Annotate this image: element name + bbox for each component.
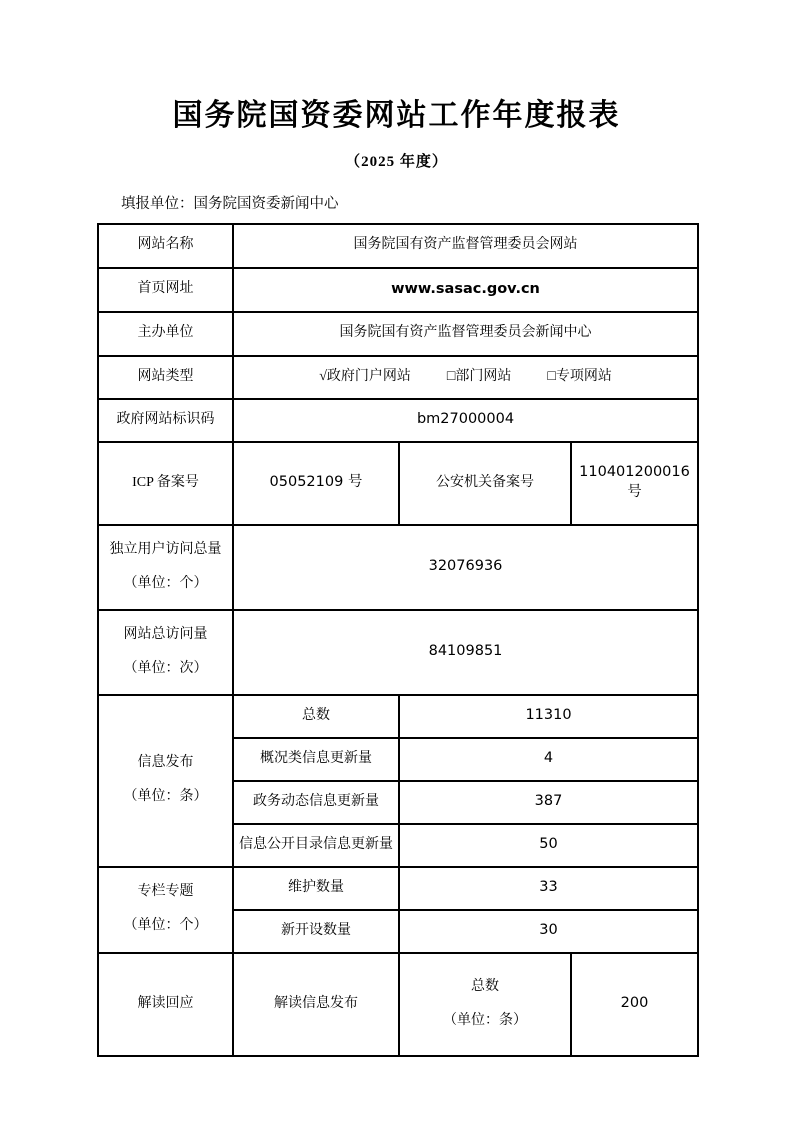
info-publish-dynamics-value: 387 — [399, 781, 698, 824]
interpretation-sub-label: 解读信息发布 — [233, 953, 399, 1056]
info-publish-total-value: 11310 — [399, 695, 698, 738]
icp-label: ICP 备案号 — [98, 442, 233, 525]
row-info-publish-total — [98, 695, 698, 738]
site-type-option-department-checkbox: □部门网站 — [446, 368, 512, 384]
row-total-visits — [98, 610, 698, 695]
info-publish-group-label: 信息发布 （单位：条） — [98, 695, 233, 867]
topics-maintained-value: 33 — [399, 867, 698, 910]
interpretation-value: 200 — [571, 953, 698, 1056]
topics-new-label: 新开设数量 — [233, 910, 399, 953]
reporting-unit-value: 国务院国资委新闻中心 — [193, 195, 339, 212]
info-publish-directory-value: 50 — [399, 824, 698, 867]
icp-value: 05052109 号 — [233, 442, 399, 525]
site-type-options — [233, 356, 698, 399]
site-code-label: 政府网站标识码 — [98, 399, 233, 442]
home-url-value: www.sasac.gov.cn — [233, 268, 698, 312]
sponsor-label: 主办单位 — [98, 312, 233, 356]
row-interpretation — [98, 953, 698, 1056]
report-year: （2025 年度） — [345, 153, 448, 170]
total-visits-value: 84109851 — [233, 610, 698, 695]
info-publish-dynamics-label: 政务动态信息更新量 — [233, 781, 399, 824]
reporting-unit-label: 填报单位： — [121, 195, 194, 212]
unique-visitors-label: 独立用户访问总量 （单位：个） — [98, 525, 233, 610]
site-code-value: bm27000004 — [233, 399, 698, 442]
home-url-label: 首页网址 — [98, 268, 233, 312]
row-sponsor — [98, 312, 698, 356]
info-publish-overview-label: 概况类信息更新量 — [233, 738, 399, 781]
row-site-code — [98, 399, 698, 442]
police-filing-label: 公安机关备案号 — [399, 442, 571, 525]
row-site-type — [98, 356, 698, 399]
site-name-label: 网站名称 — [98, 224, 233, 268]
row-home-url — [98, 268, 698, 312]
topics-group-label: 专栏专题 （单位：个） — [98, 867, 233, 953]
topics-maintained-label: 维护数量 — [233, 867, 399, 910]
police-filing-value: 110401200016 号 — [571, 442, 698, 525]
reporting-unit-line — [121, 192, 793, 213]
total-visits-label: 网站总访问量 （单位：次） — [98, 610, 233, 695]
report-table — [97, 223, 699, 1057]
info-publish-overview-value: 4 — [399, 738, 698, 781]
row-topics-maintained — [98, 867, 698, 910]
info-publish-directory-label: 信息公开目录信息更新量 — [233, 824, 399, 867]
row-site-name — [98, 224, 698, 268]
site-type-option-special-checkbox: □专项网站 — [547, 368, 612, 384]
row-unique-visitors — [98, 525, 698, 610]
info-publish-total-label: 总数 — [233, 695, 399, 738]
interpretation-label: 解读回应 — [98, 953, 233, 1056]
unique-visitors-value: 32076936 — [233, 525, 698, 610]
topics-new-value: 30 — [399, 910, 698, 953]
page-title: 国务院国资委网站工作年度报表 — [172, 99, 621, 132]
site-type-option-portal-checked: √政府门户网站 — [319, 368, 411, 384]
site-name-value: 国务院国有资产监督管理委员会网站 — [233, 224, 698, 268]
row-icp — [98, 442, 698, 525]
interpretation-total-label: 总数 （单位：条） — [399, 953, 571, 1056]
site-type-label: 网站类型 — [98, 356, 233, 399]
sponsor-value: 国务院国有资产监督管理委员会新闻中心 — [233, 312, 698, 356]
